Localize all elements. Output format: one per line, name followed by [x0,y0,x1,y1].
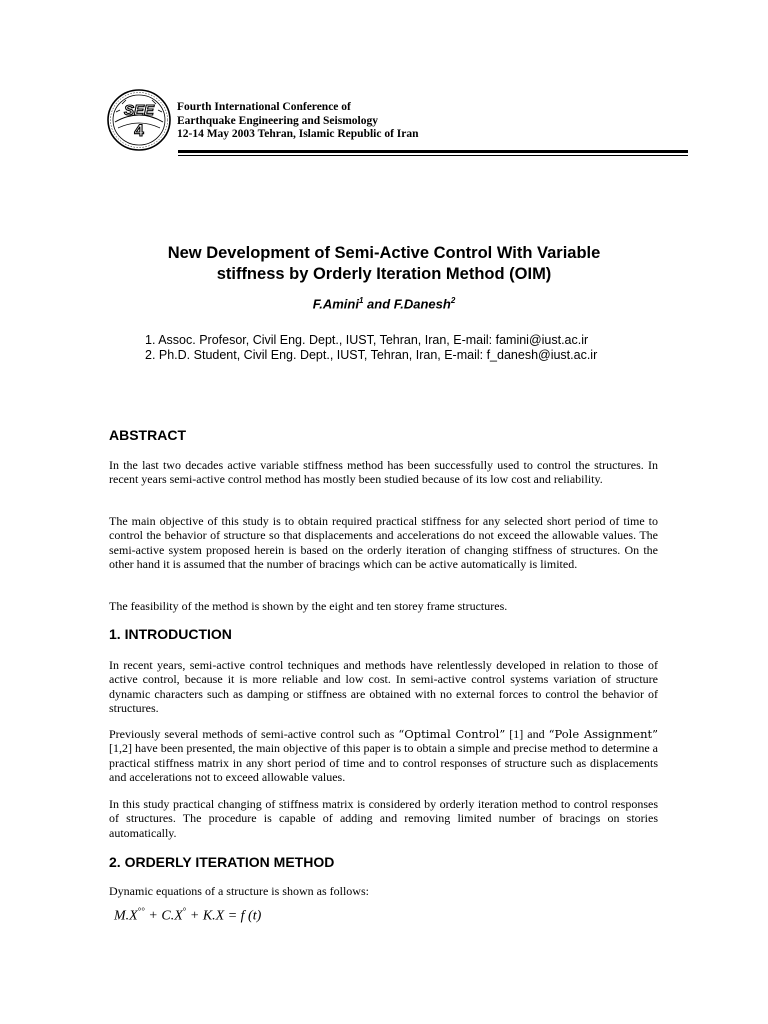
introduction-paragraph: In recent years, semi-active control techniques and methods have relentlessly developed in relation to those of active control, because it is more reliable and low cost. In semi-active control systems variation of structure dynamic characters such as damping or stiffness are obtained with no external forces to control the behavior of structures. [109,658,658,715]
abstract-paragraph: The main objective of this study is to obtain required practical stiffness for any selected short period of time to control the behavior of structure so that displacements and accelerations do not exceed the allowable values. The semi-active system proposed herein is based on the orderly iteration of changing stiffness of structures. On the other hand it is assumed that the number of bracings which can be active automatically is limited. [109,514,658,571]
title-line: New Development of Semi-Active Control With Variable [167,244,601,262]
text-run: [1,2] have been presented, the main objective of this paper is to obtain a simple and precise method to determine a practical stiffness matrix in any short period of time and to control responses of structure such as displacements and accelerations not to exceed allowable values. [109,741,658,784]
method-heading: 2. ORDERLY ITERATION METHOD [109,854,335,870]
text-run: Previously several methods of semi-active control such as [109,727,399,741]
affiliations [145,333,597,363]
quoted-method: “Optimal Control” [398,727,506,741]
paper-title [100,243,668,285]
eq-stiffness-term: + K.X = f (t) [186,908,262,924]
text-run: [1] and [505,727,549,741]
abstract-paragraph: The feasibility of the method is shown by the eight and ten storey frame structures. [109,599,508,613]
author-2-affil-ref: 2 [450,296,456,305]
conference-logo [106,88,172,152]
conference-line: 12-14 May 2003 Tehran, Islamic Republic of Iran [177,128,419,140]
svg-text:SEE: SEE [123,102,155,119]
paper-authors [100,296,668,311]
header-rule-thick [178,150,688,153]
svg-text:4: 4 [134,121,144,140]
introduction-paragraph: In this study practical changing of stiffness matrix is considered by orderly iteration method to control responses of structures. The procedure is capable of adding and removing limited number of bracings on stories automatically. [109,797,658,840]
conference-line: Fourth International Conference of [177,101,351,113]
quoted-method: “Pole Assignment” [548,727,658,741]
affiliation-2: 2. Ph.D. Student, Civil Eng. Dept., IUST, Tehran, Iran, E-mail: f_danesh@iust.ac.ir [145,348,598,362]
introduction-heading: 1. INTRODUCTION [109,626,232,642]
header-rule-thin [178,155,688,156]
abstract-heading: ABSTRACT [109,427,186,443]
author-2: and F.Danesh [363,296,451,312]
eq-mass-term: M.X [114,908,138,924]
eq-velocity-mark: ° [182,906,187,916]
eq-accel-mark: °° [137,906,145,916]
affiliation-1: 1. Assoc. Profesor, Civil Eng. Dept., IUST, Tehran, Iran, E-mail: famini@iust.ac.ir [145,333,589,347]
author-1: F.Amini [312,296,359,312]
conference-info [177,101,419,142]
eq-damping-term: + C.X [144,908,183,924]
abstract-paragraph: In the last two decades active variable stiffness method has been successfully used to control the structures. In recent years semi-active control method has mostly been studied because of its low cost and reliability. [109,458,658,487]
conference-line: Earthquake Engineering and Seismology [177,114,378,127]
dynamic-equation [114,906,261,925]
author-1-affil-ref: 1 [358,296,364,305]
method-paragraph: Dynamic equations of a structure is shown as follows: [109,884,369,898]
introduction-paragraph [109,727,658,784]
title-line: stiffness by Orderly Iteration Method (OIM) [216,265,552,283]
